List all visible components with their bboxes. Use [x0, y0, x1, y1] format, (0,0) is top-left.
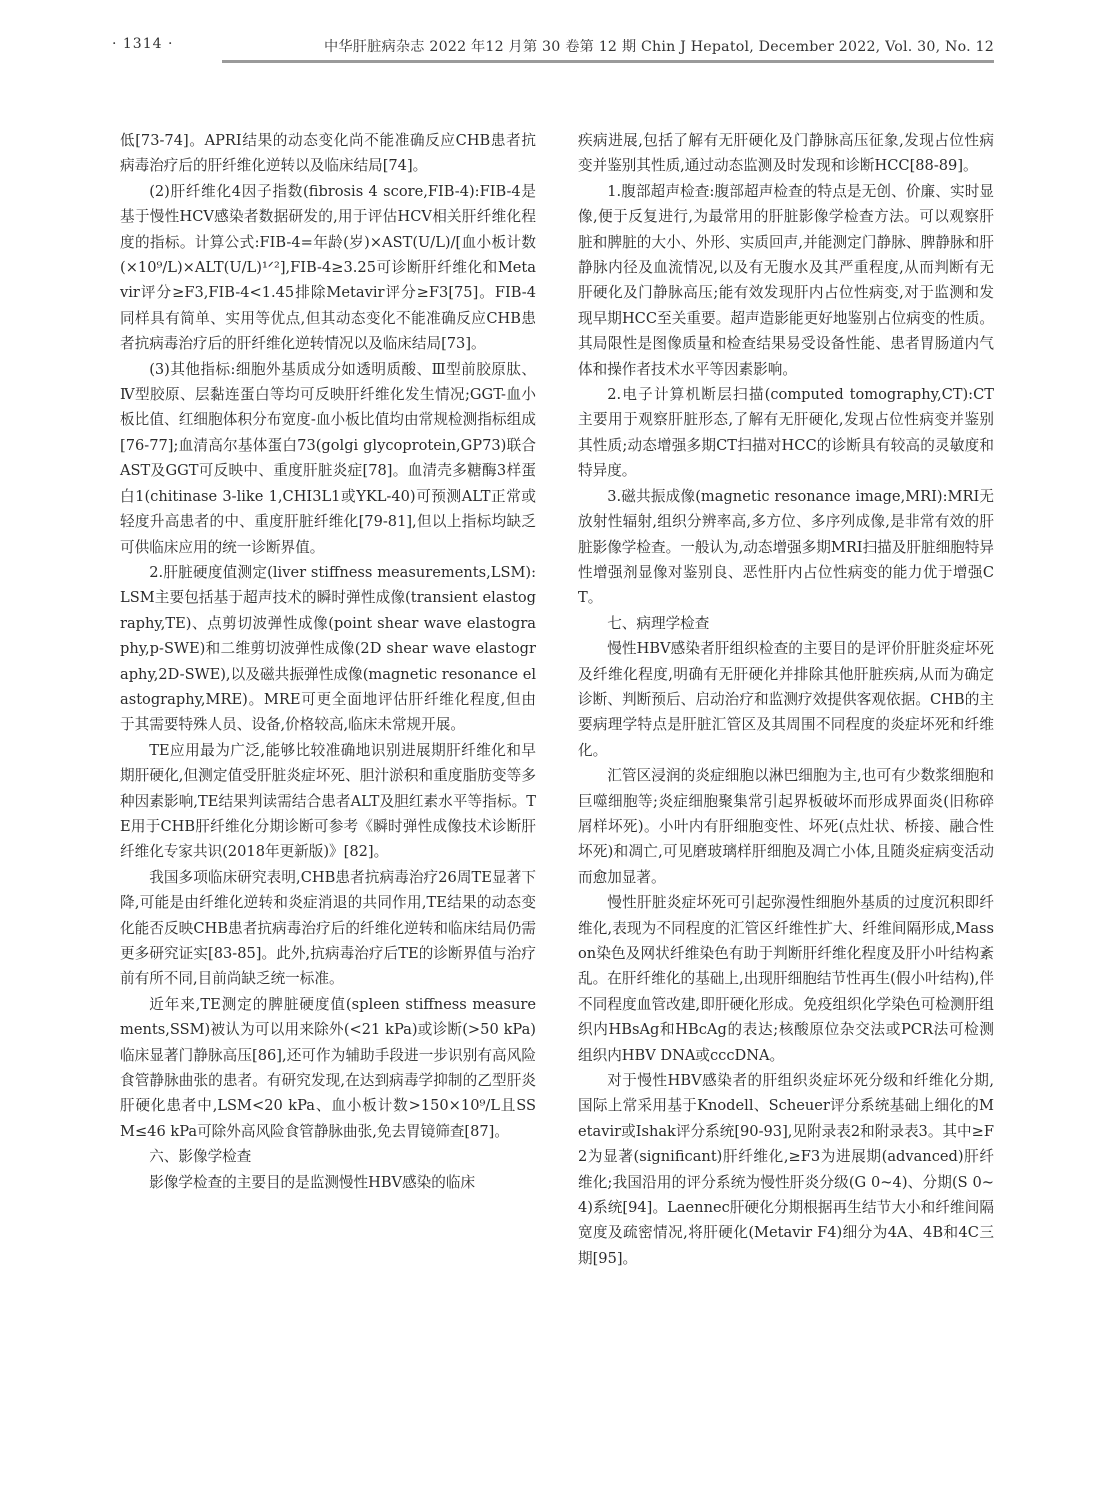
- section-heading: 六、影像学检查: [149, 1148, 252, 1166]
- body-paragraph: 我国多项临床研究表明,CHB患者抗病毒治疗26周TE显著下降,可能是由纤维化逆转和炎症消退的共同作用,TE结果的动态变化能否反映CHB患者抗病毒治疗后的纤维化逆转和临床结局仍需更多研究证实[83-85]。此外,抗病毒治疗后TE的诊断界值与治疗前有所不同,目前尚缺乏统一标准。: [120, 868, 536, 988]
- body-paragraph: 影像学检查的主要目的是监测慢性HBV感染的临床: [149, 1173, 476, 1191]
- body-paragraph: 2.肝脏硬度值测定(liver stiffness measurements,LSM):LSM主要包括基于超声技术的瞬时弹性成像(transient elastography,TE)、点剪切波弹性成像(point shear wave elastography,p-SWE)和二维剪切波弹性成像(2D shear wave elastography,2D-SWE),以及磁共振弹性成像(magnetic resonance elastography,MRE)。MRE可更全面地评估肝纤维化程度,但由于其需要特殊人员、设备,价格较高,临床未常规开展。: [120, 563, 536, 734]
- page-number: · 1314 ·: [112, 36, 174, 52]
- body-paragraph: 疾病进展,包括了解有无肝硬化及门静脉高压征象,发现占位性病变并鉴别其性质,通过动态监测及时发现和诊断HCC[88-89]。: [578, 132, 994, 175]
- body-paragraph: 1.腹部超声检查:腹部超声检查的特点是无创、价廉、实时显像,便于反复进行,为最常用的肝脏影像学检查方法。可以观察肝脏和脾脏的大小、外形、实质回声,并能测定门静脉、脾静脉和肝静脉内径及血流情况,以及有无腹水及其严重程度,从而判断有无肝硬化及门静脉高压;能有效发现肝内占位性病变,对于监测和发现早期HCC至关重要。超声造影能更好地鉴别占位病变的性质。其局限性是图像质量和检查结果易受设备性能、患者胃肠道内气体和操作者技术水平等因素影响。: [578, 182, 994, 378]
- running-header: [0, 36, 1106, 66]
- body-paragraph: TE应用最为广泛,能够比较准确地识别进展期肝纤维化和早期肝硬化,但测定值受肝脏炎症坏死、胆汁淤积和重度脂肪变等多种因素影响,TE结果判读需结合患者ALT及胆红素水平等指标。TE用于CHB肝纤维化分期诊断可参考《瞬时弹性成像技术诊断肝纤维化专家共识(2018年更新版)》[82]。: [120, 741, 536, 861]
- left-column: [120, 128, 536, 1195]
- body-paragraph: 对于慢性HBV感染者的肝组织炎症坏死分级和纤维化分期,国际上常采用基于Knodell、Scheuer评分系统基础上细化的Metavir或Ishak评分系统[90-93],见附录表2和附录表3。其中≥F2为显著(significant)肝纤维化,≥F3为进展期(advanced)肝纤维化;我国沿用的评分系统为慢性肝炎分级(G 0~4)、分期(S 0~4)系统[94]。Laennec肝硬化分期根据再生结节大小和纤维间隔宽度及疏密情况,将肝硬化(Metavir F4)细分为4A、4B和4C三期[95]。: [578, 1072, 994, 1267]
- body-paragraph: 慢性HBV感染者肝组织检查的主要目的是评价肝脏炎症坏死及纤维化程度,明确有无肝硬化并排除其他肝脏疾病,从而为确定诊断、判断预后、启动治疗和监测疗效提供客观依据。CHB的主要病理学特点是肝脏汇管区及其周围不同程度的炎症坏死和纤维化。: [578, 640, 994, 759]
- body-paragraph: 3.磁共振成像(magnetic resonance image,MRI):MRI无放射性辐射,组织分辨率高,多方位、多序列成像,是非常有效的肝脏影像学检查。一般认为,动态增强多期MRI扫描及肝脏细胞特异性增强剂显像对鉴别良、恶性肝内占位性病变的能力优于增强CT。: [578, 487, 994, 607]
- body-paragraph: 汇管区浸润的炎症细胞以淋巴细胞为主,也可有少数浆细胞和巨噬细胞等;炎症细胞聚集常引起界板破坏而形成界面炎(旧称碎屑样坏死)。小叶内有肝细胞变性、坏死(点灶状、桥接、融合性坏死)和凋亡,可见磨玻璃样肝细胞及凋亡小体,且随炎症病变活动而愈加显著。: [578, 767, 994, 886]
- body-paragraph: (3)其他指标:细胞外基质成分如透明质酸、Ⅲ型前胶原肽、Ⅳ型胶原、层黏连蛋白等均可反映肝纤维化发生情况;GGT-血小板比值、红细胞体积分布宽度-血小板比值均由常规检测指标组成[76-77];血清高尔基体蛋白73(golgi glycoprotein,GP73)联合AST及GGT可反映中、重度肝脏炎症[78]。血清壳多糖酶3样蛋白1(chitinase 3-like 1,CHI3L1或YKL-40)可预测ALT正常或轻度升高患者的中、重度肝脏纤维化[79-81],但以上指标均缺乏可供临床应用的统一诊断界值。: [120, 360, 536, 556]
- right-column: [578, 128, 994, 1271]
- body-paragraph: 慢性肝脏炎症坏死可引起弥漫性细胞外基质的过度沉积即纤维化,表现为不同程度的汇管区纤维性扩大、纤维间隔形成,Masson染色及网状纤维染色有助于判断肝纤维化程度及肝小叶结构紊乱。在肝纤维化的基础上,出现肝细胞结节性再生(假小叶结构),伴不同程度血管改建,即肝硬化形成。免疫组织化学染色可检测肝组织内HBsAg和HBcAg的表达;核酸原位杂交法或PCR法可检测组织内HBV DNA或cccDNA。: [578, 894, 994, 1064]
- section-heading: 七、病理学检查: [607, 614, 710, 632]
- body-paragraph: 2.电子计算机断层扫描(computed tomography,CT):CT主要用于观察肝脏形态,了解有无肝硬化,发现占位性病变并鉴别其性质;动态增强多期CT扫描对HCC的诊断具有较高的灵敏度和特异度。: [578, 386, 994, 480]
- body-paragraph: 低[73-74]。APRI结果的动态变化尚不能准确反应CHB患者抗病毒治疗后的肝纤维化逆转以及临床结局[74]。: [120, 132, 536, 175]
- body-paragraph: (2)肝纤维化4因子指数(fibrosis 4 score,FIB-4):FIB-4是基于慢性HCV感染者数据研发的,用于评估HCV相关肝纤维化程度的指标。计算公式:FIB-4=年龄(岁)×AST(U/L)/[血小板计数(×10⁹/L)×ALT(U/L)¹ᐟ²],FIB-4≥3.25可诊断肝纤维化和Metavir评分≥F3,FIB-4<1.45排除Metavir评分≥F3[75]。FIB-4同样具有简单、实用等优点,但其动态变化不能准确反应CHB患者抗病毒治疗后的肝纤维化逆转情况以及临床结局[73]。: [120, 182, 536, 353]
- journal-running-title: 中华肝脏病杂志 2022 年12 月第 30 卷第 12 期 Chin J Hepatol, December 2022, Vol. 30, No. 12: [222, 36, 994, 63]
- body-paragraph: 近年来,TE测定的脾脏硬度值(spleen stiffness measurements,SSM)被认为可以用来除外(<21 kPa)或诊断(>50 kPa)临床显著门静脉高压[86],还可作为辅助手段进一步识别有高风险食管静脉曲张的患者。有研究发现,在达到病毒学抑制的乙型肝炎肝硬化患者中,LSM<20 kPa、血小板计数>150×10⁹/L且SSM≤46 kPa可除外高风险食管静脉曲张,免去胃镜筛查[87]。: [120, 995, 536, 1140]
